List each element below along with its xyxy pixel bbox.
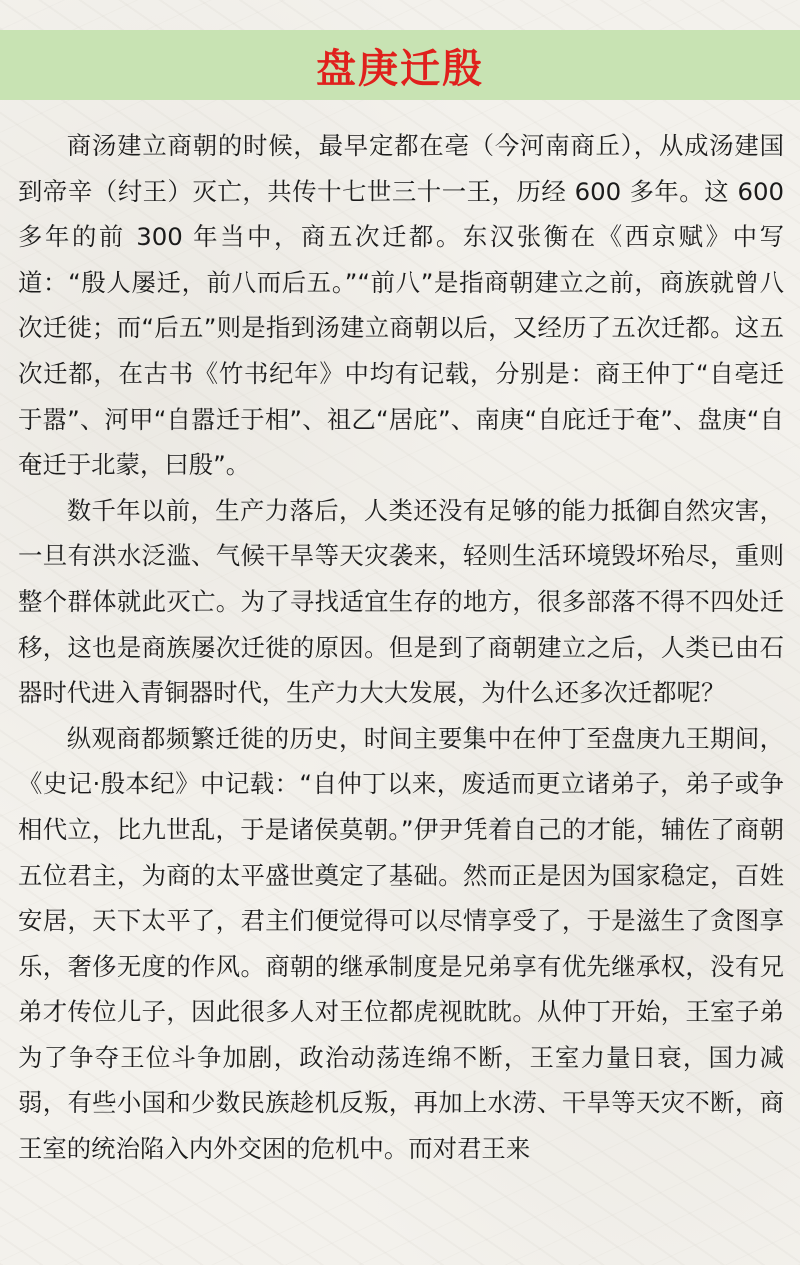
article-body (18, 123, 784, 1172)
page-title: 盘庚迁殷 (316, 45, 484, 92)
paragraph-1: 商汤建立商朝的时候，最早定都在亳（今河南商丘），从成汤建国到帝辛（纣王）灭亡，共传十七世三十一王，历经 600 多年。这 600 多年的前 300 年当中，商五次迁都。东汉张衡在《西京赋》中写道：“殷人屡迁，前八而后五。”“前八”是指商朝建立之前，商族就曾八次迁徙；而“后五”则是指到汤建立商朝以后，又经历了五次迁都。这五次迁都，在古书《竹书纪年》中均有记载，分别是：商王仲丁“自亳迁于嚣”、河甲“自嚣迁于相”、祖乙“居庇”、南庚“自庇迁于奄”、盘庚“自奄迁于北蒙，曰殷”。 (18, 131, 784, 480)
paragraph-3: 纵观商都频繁迁徙的历史，时间主要集中在仲丁至盘庚九王期间，《史记·殷本纪》中记载：“自仲丁以来，废适而更立诸弟子，弟子或争相代立，比九世乱，于是诸侯莫朝。”伊尹凭着自己的才能，辅佐了商朝五位君主，为商的太平盛世奠定了基础。然而正是因为国家稳定，百姓安居，天下太平了，君主们便觉得可以尽情享受了，于是滋生了贪图享乐，奢侈无度的作风。商朝的继承制度是兄弟享有优先继承权，没有兄弟才传位儿子，因此很多人对王位都虎视眈眈。从仲丁开始，王室子弟为了争夺王位斗争加剧，政治动荡连绵不断，王室力量日衰，国力减弱，有些小国和少数民族趁机反叛，再加上水涝、干旱等天灾不断，商王室的统治陷入内外交困的危机中。而对君王来 (18, 723, 784, 1164)
paragraph-2: 数千年以前，生产力落后，人类还没有足够的能力抵御自然灾害，一旦有洪水泛滥、气候干旱等天灾袭来，轻则生活环境毁坏殆尽，重则整个群体就此灭亡。为了寻找适宜生存的地方，很多部落不得不四处迁移，这也是商族屡次迁徙的原因。但是到了商朝建立之后，人类已由石器时代进入青铜器时代，生产力大大发展，为什么还多次迁都呢？ (18, 495, 784, 708)
title-banner (0, 30, 800, 100)
